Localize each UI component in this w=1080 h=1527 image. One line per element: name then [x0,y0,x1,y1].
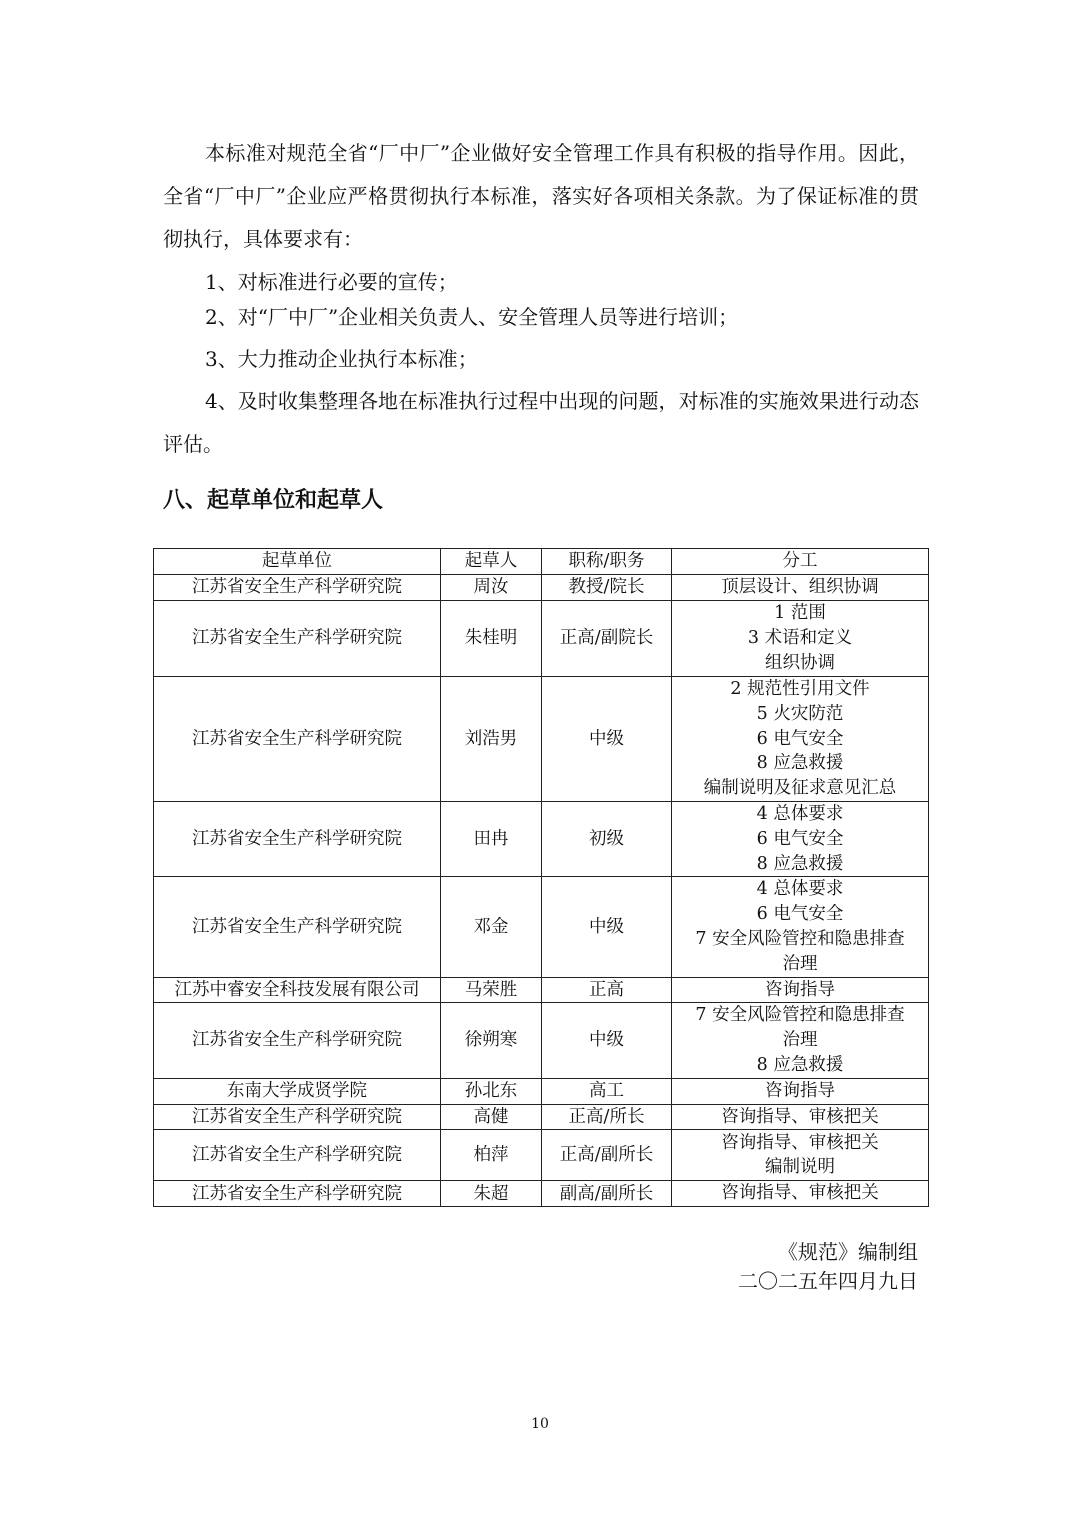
header-duties: 分工 [672,549,929,575]
duty-line: 编制说明 [765,1157,835,1178]
header-unit: 起草单位 [154,549,441,575]
duty-line: 3 术语和定义 [747,628,853,649]
cell-duties [672,1104,929,1130]
requirement-item-1: 1、对标准进行必要的宣传； [205,270,458,294]
table-row [154,575,929,601]
requirement-item-2: 2、对“厂中厂”企业相关负责人、安全管理人员等进行培训； [205,305,739,329]
cell-duties [672,1003,929,1078]
cell-unit: 江苏省安全生产科学研究院 [154,575,441,601]
cell-duties [672,1078,929,1104]
cell-name: 高健 [441,1104,542,1130]
cell-title: 中级 [542,677,672,802]
cell-unit: 江苏省安全生产科学研究院 [154,1003,441,1078]
table-row [154,877,929,977]
cell-name: 朱超 [441,1181,542,1207]
duty-line: 1 范围 [774,603,826,624]
cell-unit: 江苏省安全生产科学研究院 [154,601,441,677]
duty-line: 8 应急救援 [756,1054,844,1075]
duty-line: 7 安全风险管控和隐患排查 [695,928,905,949]
duty-line: 5 火灾防范 [756,703,844,724]
duty-line: 顶层设计、组织协调 [721,577,879,598]
cell-unit: 江苏中睿安全科技发展有限公司 [154,977,441,1003]
duty-line: 治理 [782,953,818,974]
cell-title: 高工 [542,1078,672,1104]
table-row [154,1130,929,1181]
cell-title: 正高 [542,977,672,1003]
page-number: 10 [531,1416,549,1432]
table-row [154,977,929,1003]
cell-name: 刘浩男 [441,677,542,802]
cell-name: 孙北东 [441,1078,542,1104]
table-row [154,601,929,677]
duty-line: 4 总体要求 [756,804,844,824]
duty-line: 2 规范性引用文件 [730,679,870,699]
cell-title: 正高/副院长 [542,601,672,677]
duty-line: 咨询指导、审核把关 [721,1132,879,1153]
cell-unit: 江苏省安全生产科学研究院 [154,1130,441,1181]
duty-line: 咨询指导、审核把关 [721,1183,879,1204]
cell-name: 徐朔寒 [441,1003,542,1078]
duty-line: 4 总体要求 [756,879,844,900]
cell-name: 朱桂明 [441,601,542,677]
cell-title: 初级 [542,802,672,877]
cell-name: 周汝 [441,575,542,601]
cell-unit: 江苏省安全生产科学研究院 [154,877,441,977]
cell-unit: 东南大学成贤学院 [154,1078,441,1104]
table-row [154,1104,929,1130]
cell-name: 马荣胜 [441,977,542,1003]
requirement-item-3: 3、大力推动企业执行本标准； [205,347,478,371]
duty-line: 咨询指导 [765,979,835,1000]
table-header-row [154,549,929,575]
duty-line: 6 电气安全 [756,728,844,749]
duty-line: 8 应急救援 [756,853,844,874]
section-heading: 八、起草单位和起草人 [163,488,384,513]
cell-duties [672,677,929,802]
cell-duties [672,877,929,977]
duty-line: 编制说明及征求意见汇总 [703,778,897,799]
table-row [154,1003,929,1078]
cell-unit: 江苏省安全生产科学研究院 [154,1181,441,1207]
cell-title: 正高/所长 [542,1104,672,1130]
duty-line: 咨询指导 [765,1080,835,1101]
cell-duties [672,1130,929,1181]
header-title: 职称/职务 [542,549,672,575]
intro-paragraph: 本标准对规范全省“厂中厂”企业做好安全管理工作具有积极的指导作用。因此，全省“厂中厂”企业应严格贯彻执行本标准，落实好各项相关条款。为了保证标准的贯彻执行，具体要求有： [163,141,919,251]
cell-duties [672,802,929,877]
table-row [154,1181,929,1207]
header-drafter: 起草人 [441,549,542,575]
requirement-item-4: 4、及时收集整理各地在标准执行过程中出现的问题，对标准的实施效果进行动态评估。 [163,389,919,456]
cell-duties [672,1181,929,1207]
duty-line: 咨询指导、审核把关 [721,1106,879,1127]
duty-line: 组织协调 [765,652,835,673]
cell-title: 正高/副所长 [542,1130,672,1181]
cell-unit: 江苏省安全生产科学研究院 [154,677,441,802]
cell-name: 邓金 [441,877,542,977]
duty-line: 6 电气安全 [756,828,844,849]
duty-line: 治理 [782,1030,818,1051]
cell-unit: 江苏省安全生产科学研究院 [154,1104,441,1130]
duty-line: 8 应急救援 [756,753,844,774]
cell-unit: 江苏省安全生产科学研究院 [154,802,441,877]
table-row [154,802,929,877]
cell-title: 副高/副所长 [542,1181,672,1207]
drafters-table [153,548,929,1207]
cell-title: 中级 [542,877,672,977]
duty-line: 7 安全风险管控和隐患排查 [695,1005,905,1026]
table-row [154,677,929,802]
cell-title: 中级 [542,1003,672,1078]
table-row [154,1078,929,1104]
duty-line: 6 电气安全 [756,904,844,925]
signature-group: 《规范》编制组 [778,1240,918,1264]
cell-duties [672,977,929,1003]
cell-duties [672,601,929,677]
cell-name: 柏萍 [441,1130,542,1181]
signature-date: 二〇二五年四月九日 [738,1269,918,1293]
cell-title: 教授/院长 [542,575,672,601]
cell-name: 田冉 [441,802,542,877]
cell-duties [672,575,929,601]
